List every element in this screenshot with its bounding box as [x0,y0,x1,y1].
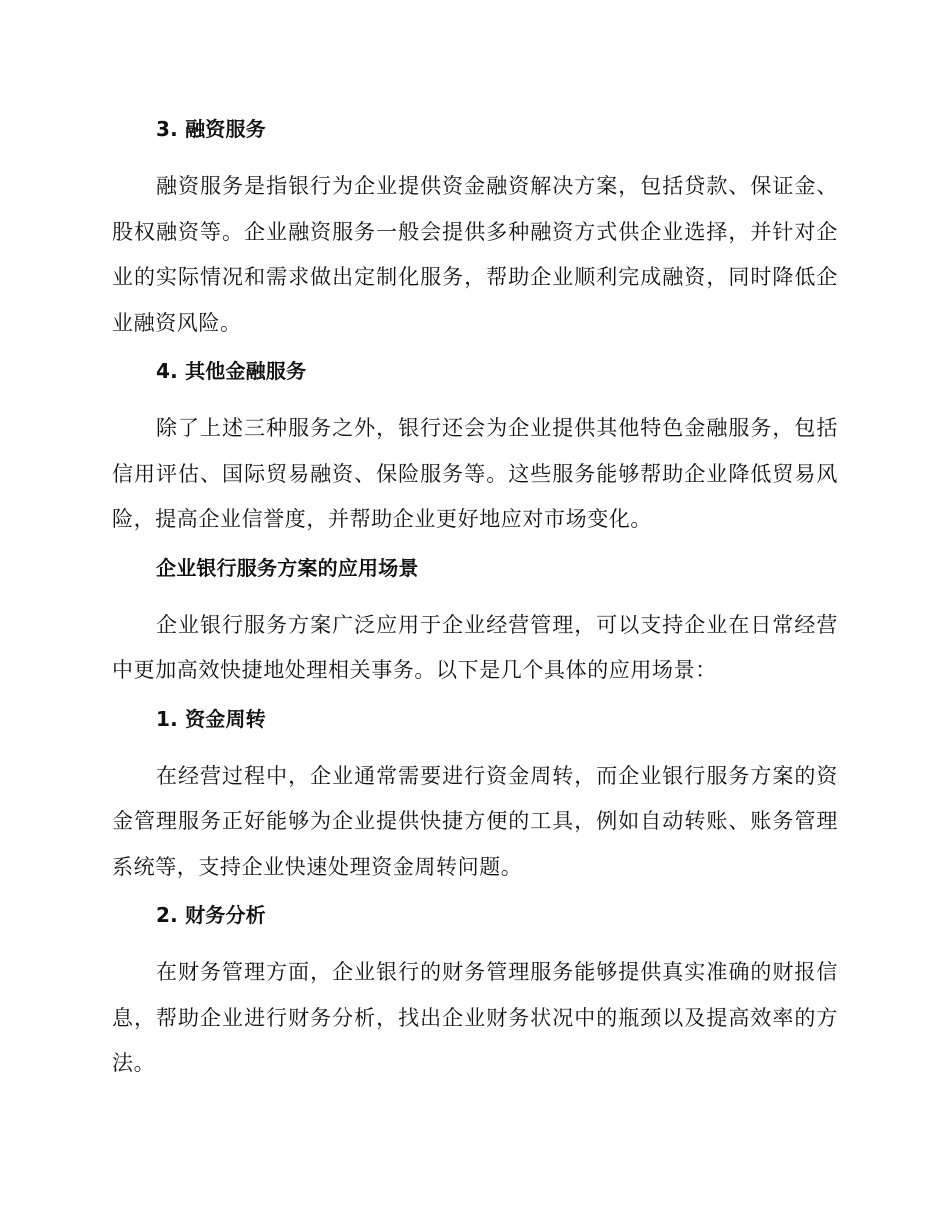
section-heading-application-scenarios: 企业银行服务方案的应用场景 [156,555,419,580]
section-paragraph-application-scenarios: 企业银行服务方案广泛应用于企业经营管理，可以支持企业在日常经营中更加高效快捷地处理相关事务。以下是几个具体的应用场景： [112,612,838,682]
section-paragraph-financing: 融资服务是指银行为企业提供资金融资解决方案，包括贷款、保证金、股权融资等。企业融资服务一般会提供多种融资方式供企业选择，并针对企业的实际情况和需求做出定制化服务，帮助企业顺利完成融资，同时降低企业融资风险。 [112,174,838,335]
section-paragraph-financial-analysis: 在财务管理方面，企业银行的财务管理服务能够提供真实准确的财报信息，帮助企业进行财务分析，找出企业财务状况中的瓶颈以及提高效率的方法。 [112,960,838,1075]
section-heading-financial-analysis: 2. 财务分析 [156,903,266,927]
section-heading-financing: 3. 融资服务 [156,117,266,141]
section-paragraph-other-services: 除了上述三种服务之外，银行还会为企业提供其他特色金融服务，包括信用评估、国际贸易融资、保险服务等。这些服务能够帮助企业降低贸易风险，提高企业信誉度，并帮助企业更好地应对市场变化。 [112,416,838,531]
section-heading-other-services: 4. 其他金融服务 [156,359,307,383]
section-paragraph-cash-turnover: 在经营过程中，企业通常需要进行资金周转，而企业银行服务方案的资金管理服务正好能够为企业提供快捷方便的工具，例如自动转账、账务管理系统等，支持企业快速处理资金周转问题。 [112,763,838,879]
section-heading-cash-turnover: 1. 资金周转 [156,706,266,731]
